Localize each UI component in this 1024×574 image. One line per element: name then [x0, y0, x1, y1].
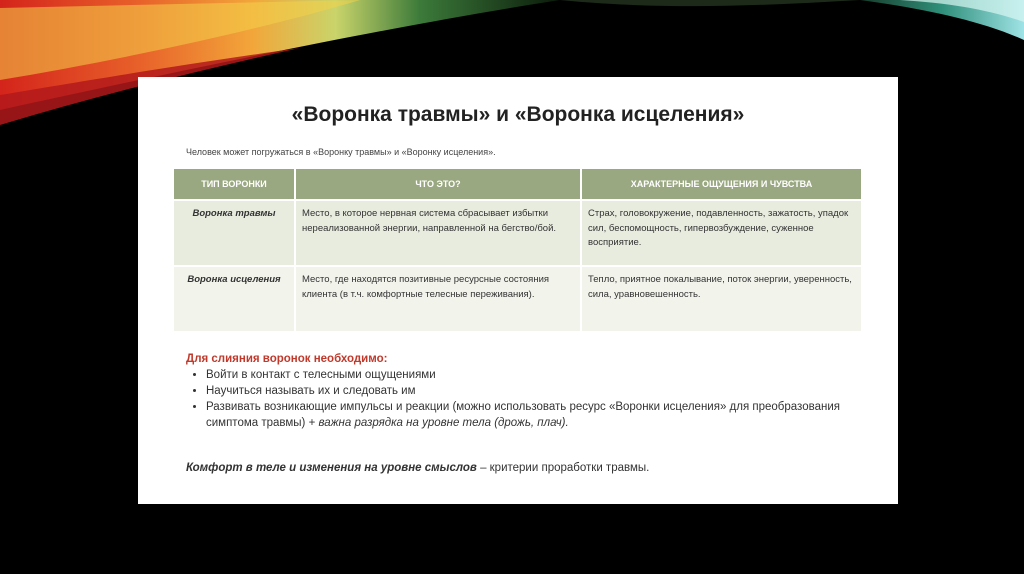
list-item: • Научиться называть их и следовать им [206, 384, 876, 400]
cell-type: Воронка травмы [174, 200, 295, 266]
table-row [174, 200, 862, 266]
merge-notes [186, 353, 876, 431]
slide-content-image [138, 77, 898, 504]
conclusion-line [186, 462, 649, 474]
list-item [206, 400, 876, 432]
notes-list [186, 368, 876, 431]
notes-heading: Для слияния воронок необходимо: [186, 353, 388, 365]
list-item-emphasis: важна разрядка на уровне тела (дрожь, плач). [318, 416, 569, 429]
header-feelings: ХАРАКТЕРНЫЕ ОЩУЩЕНИЯ И ЧУВСТВА [581, 169, 862, 200]
list-item-text: Развивать возникающие импульсы и реакции (можно использовать ресурс «Воронки исцеления» для преобразования симптома травмы) + [206, 400, 840, 429]
cell-what: Место, в которое нервная система сбрасывает избытки нереализованной энергии, направленной на бегство/бой. [295, 200, 581, 266]
table-row [174, 266, 862, 331]
cell-what: Место, где находятся позитивные ресурсные состояния клиента (в т.ч. комфортные телесные переживания). [295, 266, 581, 331]
header-type: ТИП ВОРОНКИ [174, 169, 295, 200]
table-header-row [174, 169, 862, 200]
slide-title: «Воронка травмы» и «Воронка исцеления» [291, 103, 745, 126]
cell-feelings: Тепло, приятное покалывание, поток энергии, уверенность, сила, уравновешенность. [581, 266, 862, 331]
conclusion-text: – критерии проработки травмы. [480, 462, 650, 474]
funnel-table [174, 169, 863, 331]
cell-type: Воронка исцеления [174, 266, 295, 331]
conclusion-emphasis: Комфорт в теле и изменения на уровне смыслов [186, 462, 477, 474]
slide-subtitle: Человек может погружаться в «Воронку травмы» и «Воронку исцеления». [186, 147, 496, 157]
list-item: • Войти в контакт с телесными ощущениями [206, 368, 876, 384]
header-what: ЧТО ЭТО? [295, 169, 581, 200]
cell-feelings: Страх, головокружение, подавленность, зажатость, упадок сил, беспомощность, гипервозбуждение, суженное восприятие. [581, 200, 862, 266]
